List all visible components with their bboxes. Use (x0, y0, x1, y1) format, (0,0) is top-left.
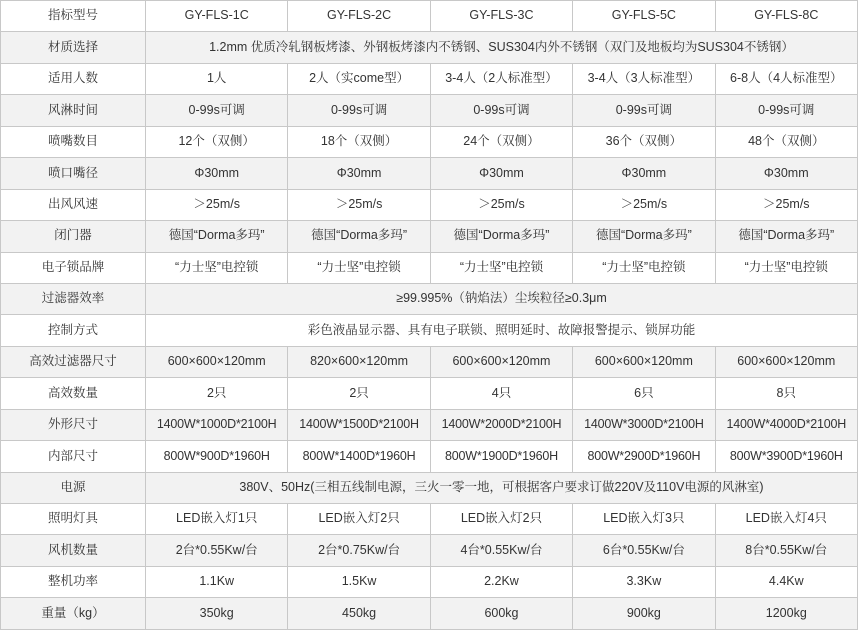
cell-value: 8台*0.55Kw/台 (715, 535, 857, 566)
cell-value: 德国“Dorma多玛” (146, 221, 288, 252)
row-label: 过滤器效率 (1, 283, 146, 314)
cell-value: 800W*2900D*1960H (573, 441, 715, 472)
cell-value: 1200kg (715, 598, 857, 630)
cell-value: 1400W*4000D*2100H (715, 409, 857, 440)
table-row (1, 63, 858, 94)
cell-value: GY-FLS-3C (430, 1, 572, 32)
cell-value: 2只 (288, 378, 430, 409)
cell-value: “力士坚”电控锁 (573, 252, 715, 283)
cell-value: Φ30mm (715, 158, 857, 189)
cell-value: 德国“Dorma多玛” (573, 221, 715, 252)
cell-value: GY-FLS-1C (146, 1, 288, 32)
cell-value: 3.3Kw (573, 566, 715, 597)
table-row (1, 1, 858, 32)
cell-value: GY-FLS-5C (573, 1, 715, 32)
cell-value: 2人（实come型） (288, 63, 430, 94)
cell-value: ＞25m/s (430, 189, 572, 220)
cell-value: 800W*3900D*1960H (715, 441, 857, 472)
cell-value: Φ30mm (430, 158, 572, 189)
row-label: 出风风速 (1, 189, 146, 220)
cell-value: 1400W*1500D*2100H (288, 409, 430, 440)
cell-value: 0-99s可调 (288, 95, 430, 126)
cell-value: 2只 (146, 378, 288, 409)
table-row (1, 346, 858, 377)
cell-value: 600×600×120mm (573, 346, 715, 377)
cell-value: 0-99s可调 (573, 95, 715, 126)
table-row (1, 32, 858, 63)
table-row (1, 252, 858, 283)
table-row (1, 189, 858, 220)
cell-value: ＞25m/s (715, 189, 857, 220)
table-row (1, 598, 858, 630)
row-label: 指标型号 (1, 1, 146, 32)
cell-value: 12个（双侧） (146, 126, 288, 157)
cell-value: 350kg (146, 598, 288, 630)
row-label: 重量（kg） (1, 598, 146, 630)
cell-value: 1.1Kw (146, 566, 288, 597)
table-body (1, 1, 858, 630)
row-label: 材质选择 (1, 32, 146, 63)
cell-merged: 1.2mm 优质冷轧钢板烤漆、外钢板烤漆内不锈钢、SUS304内外不锈钢（双门及地板均为SUS304不锈钢） (146, 32, 858, 63)
table-row (1, 283, 858, 314)
cell-value: 4台*0.55Kw/台 (430, 535, 572, 566)
table-row (1, 504, 858, 535)
row-label: 控制方式 (1, 315, 146, 346)
cell-value: ＞25m/s (573, 189, 715, 220)
table-row (1, 441, 858, 472)
row-label: 整机功率 (1, 566, 146, 597)
cell-value: 900kg (573, 598, 715, 630)
cell-value: 18个（双侧） (288, 126, 430, 157)
table-row (1, 535, 858, 566)
table-row (1, 126, 858, 157)
cell-value: 2台*0.55Kw/台 (146, 535, 288, 566)
cell-value: 48个（双侧） (715, 126, 857, 157)
cell-value: Φ30mm (573, 158, 715, 189)
cell-merged: 380V、50Hz(三相五线制电源，三火一零一地，可根据客户要求订做220V及110V电源的风淋室) (146, 472, 858, 503)
table-row (1, 378, 858, 409)
row-label: 电子锁品牌 (1, 252, 146, 283)
cell-value: 4只 (430, 378, 572, 409)
cell-value: 3-4人（2人标准型） (430, 63, 572, 94)
cell-value: ＞25m/s (146, 189, 288, 220)
cell-value: 36个（双侧） (573, 126, 715, 157)
cell-value: Φ30mm (146, 158, 288, 189)
cell-value: 德国“Dorma多玛” (430, 221, 572, 252)
cell-value: 6-8人（4人标准型） (715, 63, 857, 94)
cell-value: 1400W*2000D*2100H (430, 409, 572, 440)
table-row (1, 315, 858, 346)
cell-value: LED嵌入灯1只 (146, 504, 288, 535)
cell-value: 0-99s可调 (430, 95, 572, 126)
row-label: 风淋时间 (1, 95, 146, 126)
cell-value: “力士坚”电控锁 (430, 252, 572, 283)
cell-value: 0-99s可调 (715, 95, 857, 126)
row-label: 喷口嘴径 (1, 158, 146, 189)
row-label: 适用人数 (1, 63, 146, 94)
table-row (1, 472, 858, 503)
cell-value: 1.5Kw (288, 566, 430, 597)
cell-merged: 彩色液晶显示器、具有电子联锁、照明延时、故障报警提示、锁屏功能 (146, 315, 858, 346)
cell-value: LED嵌入灯3只 (573, 504, 715, 535)
cell-value: LED嵌入灯2只 (430, 504, 572, 535)
cell-value: ＞25m/s (288, 189, 430, 220)
cell-value: 6台*0.55Kw/台 (573, 535, 715, 566)
row-label: 外形尺寸 (1, 409, 146, 440)
cell-value: 6只 (573, 378, 715, 409)
cell-value: 600kg (430, 598, 572, 630)
cell-value: “力士坚”电控锁 (715, 252, 857, 283)
cell-value: 820×600×120mm (288, 346, 430, 377)
cell-value: 4.4Kw (715, 566, 857, 597)
cell-value: 德国“Dorma多玛” (288, 221, 430, 252)
cell-value: 1400W*1000D*2100H (146, 409, 288, 440)
cell-value: 0-99s可调 (146, 95, 288, 126)
cell-value: LED嵌入灯2只 (288, 504, 430, 535)
cell-value: 600×600×120mm (715, 346, 857, 377)
cell-value: 8只 (715, 378, 857, 409)
cell-value: 450kg (288, 598, 430, 630)
cell-value: 24个（双侧） (430, 126, 572, 157)
row-label: 电源 (1, 472, 146, 503)
cell-value: GY-FLS-2C (288, 1, 430, 32)
cell-value: “力士坚”电控锁 (146, 252, 288, 283)
table-row (1, 409, 858, 440)
cell-value: 800W*1900D*1960H (430, 441, 572, 472)
table-row (1, 158, 858, 189)
cell-value: 2.2Kw (430, 566, 572, 597)
cell-value: 800W*900D*1960H (146, 441, 288, 472)
row-label: 闭门器 (1, 221, 146, 252)
row-label: 风机数量 (1, 535, 146, 566)
cell-value: 3-4人（3人标准型） (573, 63, 715, 94)
cell-value: 德国“Dorma多玛” (715, 221, 857, 252)
cell-value: GY-FLS-8C (715, 1, 857, 32)
row-label: 高效数量 (1, 378, 146, 409)
row-label: 喷嘴数目 (1, 126, 146, 157)
cell-value: 2台*0.75Kw/台 (288, 535, 430, 566)
cell-value: “力士坚”电控锁 (288, 252, 430, 283)
cell-merged: ≥99.995%（钠焰法）尘埃粒径≥0.3μm (146, 283, 858, 314)
row-label: 内部尺寸 (1, 441, 146, 472)
table-row (1, 95, 858, 126)
cell-value: Φ30mm (288, 158, 430, 189)
table-row (1, 221, 858, 252)
cell-value: LED嵌入灯4只 (715, 504, 857, 535)
row-label: 照明灯具 (1, 504, 146, 535)
cell-value: 800W*1400D*1960H (288, 441, 430, 472)
cell-value: 600×600×120mm (430, 346, 572, 377)
cell-value: 600×600×120mm (146, 346, 288, 377)
cell-value: 1人 (146, 63, 288, 94)
cell-value: 1400W*3000D*2100H (573, 409, 715, 440)
row-label: 高效过滤器尺寸 (1, 346, 146, 377)
table-row (1, 566, 858, 597)
